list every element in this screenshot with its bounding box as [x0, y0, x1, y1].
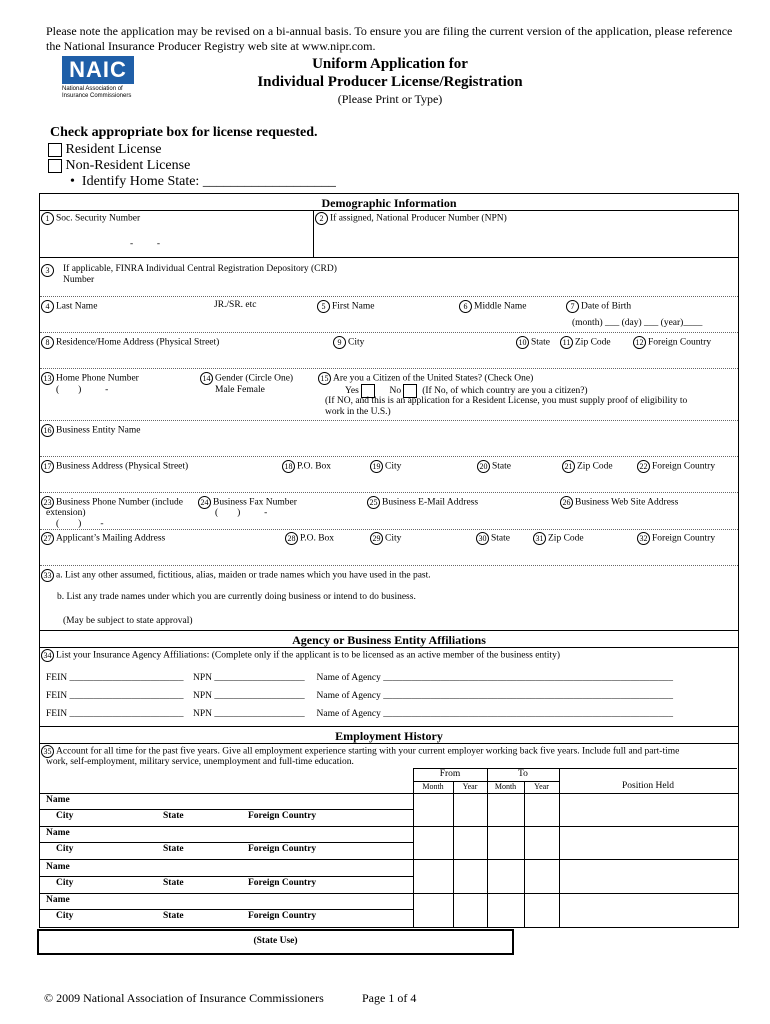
field-number-badge: 9	[333, 336, 346, 349]
gender-options[interactable]: Male Female	[215, 385, 265, 395]
employer-city-label: City	[56, 878, 74, 888]
field-number-badge: 17	[41, 460, 54, 473]
state-use-box	[37, 929, 514, 955]
field-number-badge: 2	[315, 212, 328, 225]
residence-label: Residence/Home Address (Physical Street)	[56, 337, 220, 348]
mailing-address-label: Applicant’s Mailing Address	[56, 533, 166, 544]
employer-country-label: Foreign Country	[248, 811, 317, 821]
license-heading: Check appropriate box for license requested.	[50, 125, 318, 140]
business-web-label: Business Web Site Address	[575, 497, 679, 508]
business-phone-label: Business Phone Number (include	[56, 497, 183, 508]
field-number-badge: 16	[41, 424, 54, 437]
agency-instructions: List your Insurance Agency Affiliations: (Complete only if the applicant is to be licensed as an active member of the business entity)	[56, 650, 560, 661]
jr-label: JR./SR. etc	[214, 300, 257, 310]
employer-state-label: State	[163, 911, 184, 921]
po-box-label: P.O. Box	[297, 461, 332, 472]
state-approval-note: (May be subject to state approval)	[63, 616, 193, 626]
business-zip-label: Zip Code	[577, 461, 613, 472]
ssn-input[interactable]: - -	[130, 239, 161, 249]
ssn-label: Soc. Security Number	[56, 213, 141, 224]
field-number-badge: 26	[560, 496, 573, 509]
mailing-state-label: State	[491, 533, 510, 544]
from-year-header: Year	[462, 782, 478, 791]
agency-title: Agency or Business Entity Affiliations	[292, 633, 486, 647]
naic-logo	[62, 56, 134, 100]
home-phone-label: Home Phone Number	[56, 373, 139, 384]
gender-label: Gender (Circle One)	[215, 373, 294, 384]
from-month-header: Month	[422, 782, 444, 791]
field-number-badge: 35	[41, 745, 54, 758]
demographic-title: Demographic Information	[321, 196, 457, 210]
business-phone-input[interactable]: ( ) -	[56, 519, 104, 529]
employer-country-label: Foreign Country	[248, 878, 317, 888]
eligibility-note: (If NO, and this is an application for a Resident License, you must supply proof of eligibility to	[325, 396, 688, 406]
agency-row[interactable]: FEIN ________________________ NPN ___________________ Name of Agency _____________________________________________________________	[46, 673, 674, 683]
employer-city-label: City	[56, 844, 74, 854]
employer-name-label: Name	[46, 895, 70, 905]
field-number-badge: 34	[41, 649, 54, 662]
employer-name-label: Name	[46, 862, 70, 872]
field-number-badge: 19	[370, 460, 383, 473]
field-number-badge: 5	[317, 300, 330, 313]
field-number-badge: 18	[282, 460, 295, 473]
field-number-badge: 21	[562, 460, 575, 473]
footer-copyright: © 2009 National Association of Insurance Commissioners	[44, 991, 324, 1005]
title-sub: (Please Print or Type)	[337, 92, 443, 106]
mailing-zip-label: Zip Code	[548, 533, 584, 544]
city-label: City	[348, 337, 365, 348]
employment-instructions-2: work, self-employment, military service, unemployment and full-time education.	[46, 757, 354, 767]
business-email-label: Business E-Mail Address	[382, 497, 479, 508]
citizen-label: Are you a Citizen of the United States? (Check One)	[333, 373, 534, 384]
title-line2: Individual Producer License/Registration	[257, 74, 523, 90]
field-number-badge: 23	[41, 496, 54, 509]
field-number-badge: 14	[200, 372, 213, 385]
title-line1: Uniform Application for	[312, 56, 468, 72]
field-number-badge: 31	[533, 532, 546, 545]
to-month-header: Month	[494, 782, 517, 791]
field-number-badge: 30	[476, 532, 489, 545]
resident-checkbox[interactable]	[48, 143, 62, 157]
middle-name-label: Middle Name	[474, 301, 527, 312]
business-fax-label: Business Fax Number	[213, 497, 297, 508]
business-fax-input[interactable]: ( ) -	[215, 508, 268, 518]
field-number-badge: 15	[318, 372, 331, 385]
field-number-badge: 29	[370, 532, 383, 545]
field-number-badge: 24	[198, 496, 211, 509]
mailing-city-label: City	[385, 533, 402, 544]
business-entity-label: Business Entity Name	[56, 425, 141, 436]
home-state-field[interactable]: Identify Home State: ___________________	[81, 174, 336, 189]
field-number-badge: 10	[516, 336, 529, 349]
business-state-label: State	[492, 461, 511, 472]
nonresident-checkbox[interactable]	[48, 159, 62, 173]
revision-notice: Please note the application may be revised on a bi-annual basis. To ensure you are filing the current version of the application, please reference the National Insurance Producer Registry web site at www.nipr.com.	[46, 24, 733, 53]
nonresident-label: Non-Resident License	[65, 158, 191, 173]
business-address-label: Business Address (Physical Street)	[56, 461, 189, 472]
field-number-badge: 33	[41, 569, 54, 582]
state-label: State	[531, 337, 550, 348]
trade-names-label: b. List any trade names under which you are currently doing business or intend to do business.	[57, 592, 416, 602]
home-phone-input[interactable]: ( ) -	[56, 385, 109, 395]
logo-line2: Insurance Commissioners	[62, 93, 132, 99]
agency-row[interactable]: FEIN ________________________ NPN ___________________ Name of Agency _____________________________________________________________	[46, 709, 674, 719]
field-number-badge: 27	[41, 532, 54, 545]
eligibility-note-2: work in the U.S.)	[325, 407, 391, 417]
field-number-badge: 8	[41, 336, 54, 349]
employer-state-label: State	[163, 811, 184, 821]
crd-label: If applicable, FINRA Individual Central Registration Depository (CRD) Number	[63, 264, 337, 285]
business-city-label: City	[385, 461, 402, 472]
field-number-badge: 7	[566, 300, 579, 313]
citizen-country-note: (If No, of which country are you a citizen?)	[422, 386, 588, 397]
field-number-badge: 3	[41, 264, 54, 277]
dob-field[interactable]: (month) ___ (day) ___ (year)____	[572, 318, 703, 328]
employment-instructions: Account for all time for the past five years. Give all employment experience starting with your current employer working back five years. Include full and part-time	[56, 746, 680, 757]
field-number-badge: 22	[637, 460, 650, 473]
employer-state-label: State	[163, 844, 184, 854]
agency-row[interactable]: FEIN ________________________ NPN ___________________ Name of Agency _____________________________________________________________	[46, 691, 674, 701]
npn-label: If assigned, National Producer Number (NPN)	[330, 213, 507, 224]
field-number-badge: 11	[560, 336, 573, 349]
employer-city-label: City	[56, 811, 74, 821]
country-label: Foreign Country	[648, 337, 712, 348]
no-label: No	[389, 386, 402, 397]
business-country-label: Foreign Country	[652, 461, 716, 472]
position-header: Position Held	[622, 781, 674, 791]
business-phone-ext-label: extension)	[46, 508, 86, 518]
employer-state-label: State	[163, 878, 184, 888]
footer-page: Page 1 of 4	[362, 991, 417, 1005]
from-header: From	[439, 769, 461, 779]
employer-country-label: Foreign Country	[248, 844, 317, 854]
employment-title: Employment History	[335, 729, 443, 743]
to-year-header: Year	[534, 782, 549, 791]
field-number-badge: 6	[459, 300, 472, 313]
zip-label: Zip Code	[575, 337, 611, 348]
mailing-po-label: P.O. Box	[300, 533, 335, 544]
form-frame	[39, 193, 739, 928]
alias-names-label: a. List any other assumed, fictitious, alias, maiden or trade names which you have used in the past.	[56, 570, 431, 581]
to-header: To	[518, 769, 528, 779]
employer-name-label: Name	[46, 795, 70, 805]
field-number-badge: 28	[285, 532, 298, 545]
employer-country-label: Foreign Country	[248, 911, 317, 921]
field-number-badge: 13	[41, 372, 54, 385]
state-use-label: (State Use)	[253, 936, 298, 946]
resident-label: Resident License	[65, 142, 162, 157]
field-number-badge: 12	[633, 336, 646, 349]
last-name-label: Last Name	[56, 301, 98, 312]
field-number-badge: 20	[477, 460, 490, 473]
logo-line1: National Association of	[62, 86, 123, 92]
yes-label: Yes	[345, 386, 359, 397]
employer-city-label: City	[56, 911, 74, 921]
field-number-badge: 4	[41, 300, 54, 313]
dob-label: Date of Birth	[581, 301, 632, 312]
first-name-label: First Name	[332, 301, 375, 312]
field-number-badge: 25	[367, 496, 380, 509]
mailing-country-label: Foreign Country	[652, 533, 716, 544]
logo-mark: NAIC	[62, 56, 134, 84]
field-number-badge: 1	[41, 212, 54, 225]
field-number-badge: 32	[637, 532, 650, 545]
employer-name-label: Name	[46, 828, 70, 838]
